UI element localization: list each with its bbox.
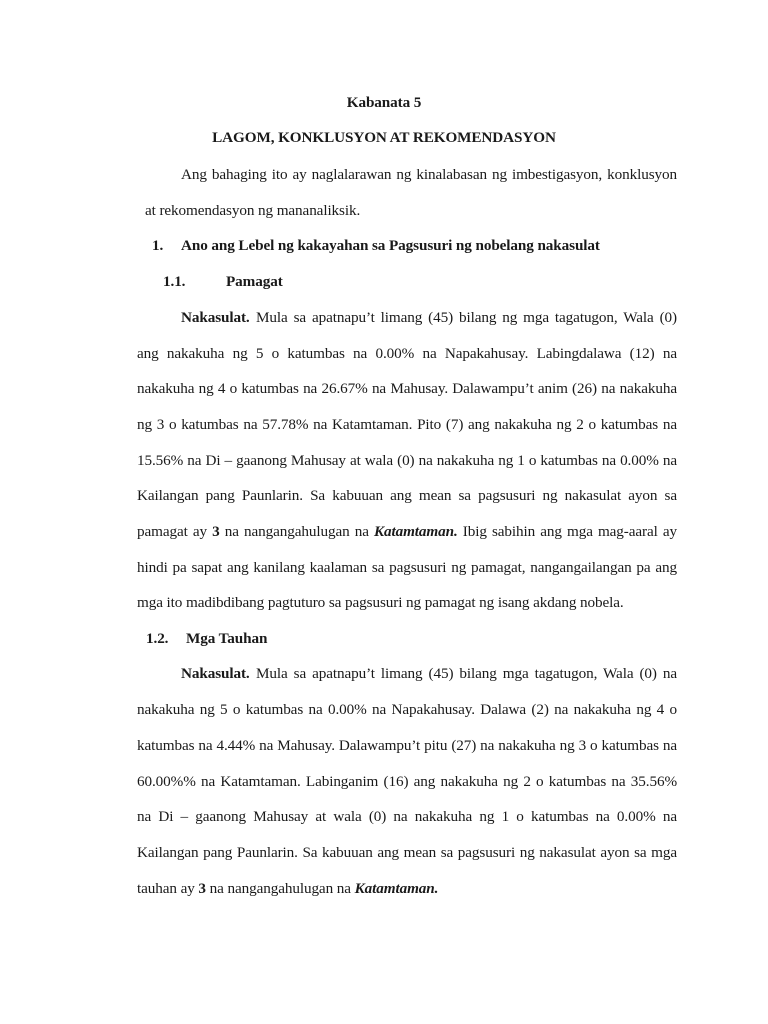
mean-line-mid: na nangangahulugan na [205,880,355,897]
paragraph-line: Mula sa apatnapu’t limang (45) bilang mga tagatugon, Wala (0) na [256,665,677,682]
mean-line-post: Ibig sabihin ang mga mag-aaral ay [457,523,677,540]
paragraph-line: Kailangan pang Paunlarin. Sa kabuuan ang mean sa pagsusuri ng nakasulat ayon sa [137,487,677,504]
paragraph-lead: Nakasulat. [181,665,250,682]
mean-value: 3 [212,523,220,540]
section-number: 1.2. [146,630,169,647]
mean-line-mid: na nangangahulugan na [219,523,374,540]
paragraph-line: Kailangan pang Paunlarin. Sa kabuuan ang mean sa pagsusuri ng nakasulat ayon sa mga [137,844,677,861]
mean-rating: Katamtaman. [373,523,458,540]
paragraph-line: mga ito madibdibang pagtuturo sa pagsusuri ng pamagat ng isang akdang nobela. [137,594,624,611]
paragraph-line: nakakuha ng 5 o katumbas na 0.00% na Napakahusay. Dalawa (2) na nakakuha ng 4 o [137,701,677,718]
question-text: Ano ang Lebel ng kakayahan sa Pagsusuri ng nobelang nakasulat [181,237,600,254]
intro-line-2: at rekomendasyon ng mananaliksik. [145,202,361,219]
paragraph-line: ng 3 o katumbas na 57.78% na Katamtaman. Pito (7) ang nakakuha ng 2 o katumbas na [137,416,677,433]
mean-rating: Katamtaman. [354,880,439,897]
section-number: 1.1. [163,273,186,290]
paragraph-line: 15.56% na Di – gaanong Mahusay at wala (0) na nakakuha ng 1 o katumbas na 0.00% na [137,452,677,469]
chapter-label: Kabanata 5 [346,94,422,111]
mean-value: 3 [198,880,206,897]
mean-line [137,523,677,541]
paragraph-line: ang nakakuha ng 5 o katumbas na 0.00% na Napakahusay. Labingdalawa (12) na [137,345,677,362]
paragraph-line: 60.00%% na Katamtaman. Labinganim (16) ang nakakuha ng 2 o katumbas na 35.56% [137,773,677,790]
paragraph-line: hindi pa sapat ang kanilang kaalaman sa pagsusuri ng pamagat, nangangailangan pa ang [137,559,677,576]
section-title: Pamagat [226,273,283,290]
mean-line [137,880,438,898]
paragraph-line: Mula sa apatnapu’t limang (45) bilang ng mga tagatugon, Wala (0) [256,309,677,326]
paragraph-line: nakakuha ng 4 o katumbas na 26.67% na Mahusay. Dalawampu’t anim (26) na nakakuha [137,380,677,397]
page-title: LAGOM, KONKLUSYON AT REKOMENDASYON [212,129,556,146]
intro-line-1: Ang bahaging ito ay naglalarawan ng kinalabasan ng imbestigasyon, konklusyon [181,166,677,183]
paragraph-line: na Di – gaanong Mahusay at wala (0) na nakakuha ng 1 o katumbas na 0.00% na [137,808,677,825]
mean-line-pre: pamagat ay [137,523,213,540]
mean-line-pre: tauhan ay [137,880,199,897]
paragraph-lead: Nakasulat. [181,309,250,326]
paragraph-line: katumbas na 4.44% na Mahusay. Dalawampu’t pitu (27) na nakakuha ng 3 o katumbas na [137,737,677,754]
question-number: 1. [152,237,164,254]
section-title: Mga Tauhan [186,630,268,647]
